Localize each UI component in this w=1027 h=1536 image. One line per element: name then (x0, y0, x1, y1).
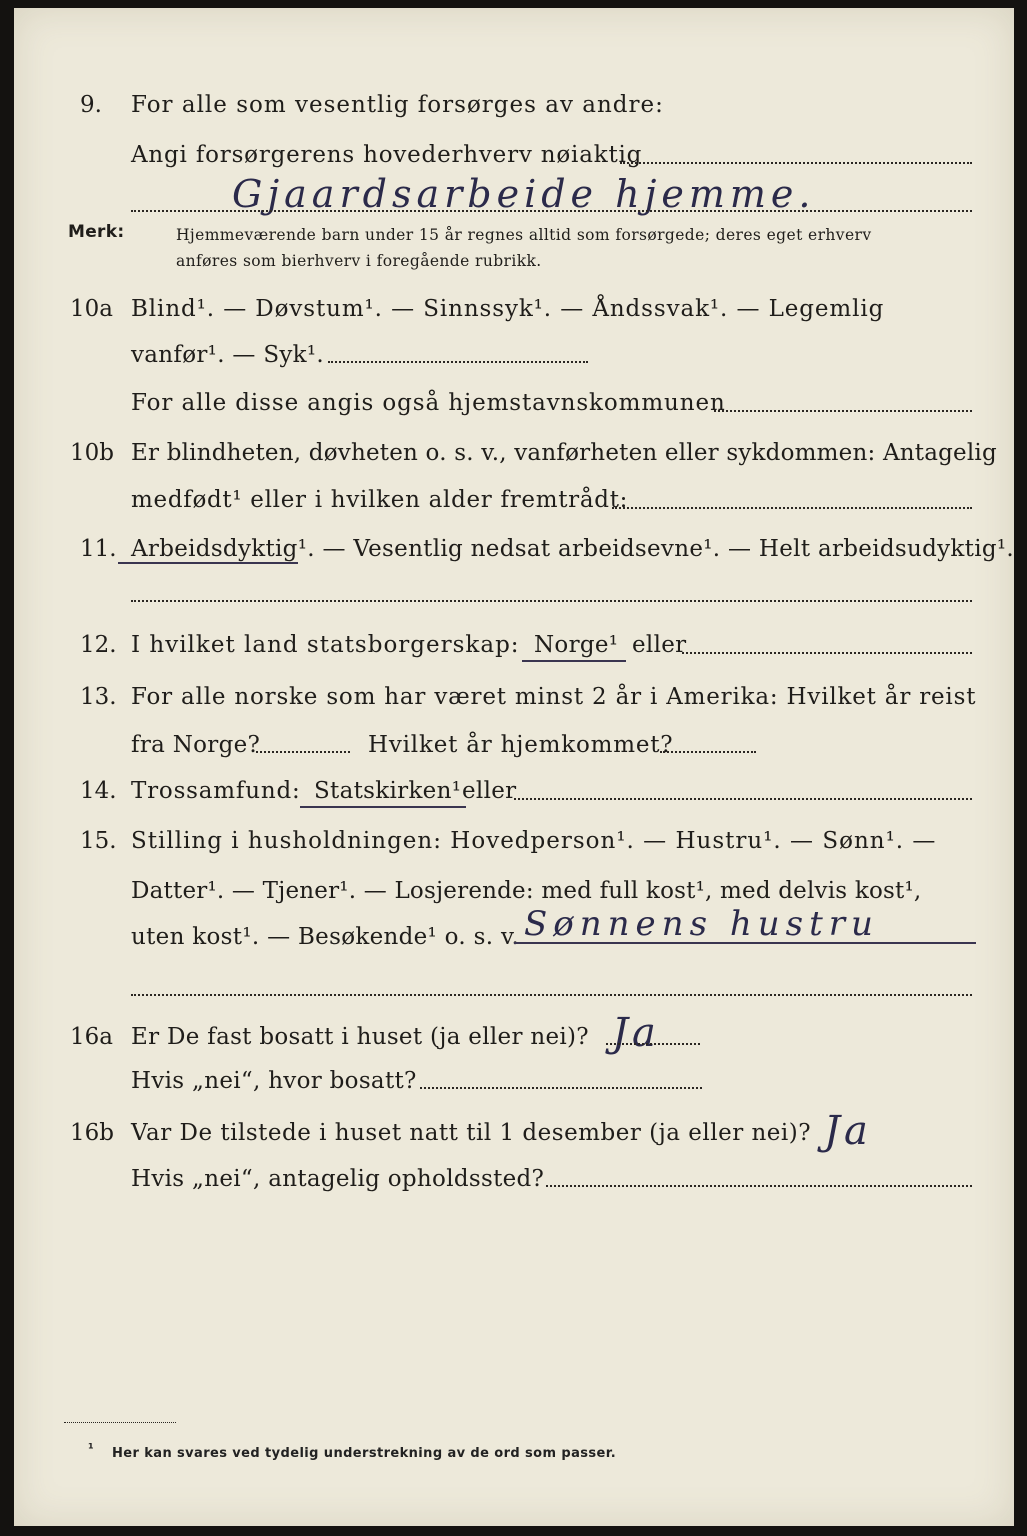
question-14-prefix: Trossamfund: (131, 778, 301, 804)
question-13-number: 13. (80, 684, 117, 710)
question-9-line2: Angi forsørgerens hovederhverv nøiaktig (131, 142, 643, 168)
question-12-option-norge: Norge¹ (534, 632, 619, 658)
statskirken-handwritten-underline (300, 806, 466, 808)
question-16b-handwritten-answer: Ja (824, 1108, 872, 1154)
question-15-answer-underline (514, 942, 976, 944)
question-16b-number: 16b (70, 1120, 114, 1146)
question-11-number: 11. (80, 536, 117, 562)
answer-line-16b (546, 1185, 972, 1187)
question-15-line1: Stilling i husholdningen: Hovedperson¹. — Hustru¹. — Sønn¹. — (131, 828, 937, 854)
question-11-line1: Arbeidsdyktig¹. — Vesentlig nedsat arbeidsevne¹. — Helt arbeidsudyktig¹. (131, 536, 1015, 562)
norge-handwritten-underline (522, 660, 626, 662)
footnote-text: Her kan svares ved tydelig understrekning av de ord som passer. (112, 1446, 617, 1461)
question-9-handwritten-answer: Gjaardsarbeide hjemme. (232, 172, 816, 216)
question-12-prefix: I hvilket land statsborgerskap: (131, 632, 520, 658)
answer-line-12 (682, 652, 972, 654)
answer-line-9b (131, 210, 972, 212)
question-12-number: 12. (80, 632, 117, 658)
answer-line-16a (606, 1043, 700, 1045)
answer-line-11 (131, 600, 972, 602)
question-15-handwritten-answer: Sønnens hustru (524, 904, 879, 944)
merk-line1: Hjemmeværende barn under 15 år regnes alltid som forsørgede; deres eget erhverv (176, 226, 872, 244)
question-15-line3: uten kost¹. — Besøkende¹ o. s. v. (131, 924, 520, 950)
question-10a-line3: For alle disse angis også hjemstavnskommunen (131, 390, 726, 416)
answer-line-10a-syk (328, 361, 588, 363)
question-15-line2: Datter¹. — Tjener¹. — Losjerende: med full kost¹, med delvis kost¹, (131, 878, 922, 904)
answer-line-13-reist (256, 751, 350, 753)
question-16b-line1: Var De tilstede i huset natt til 1 desember (ja eller nei)? (131, 1120, 812, 1146)
answer-line-10b (612, 507, 972, 509)
answer-line-15 (131, 994, 972, 996)
question-16b-line2: Hvis „nei“, antagelig opholdssted? (131, 1166, 545, 1192)
question-16a-line1: Er De fast bosatt i huset (ja eller nei)? (131, 1024, 589, 1050)
question-10b-number: 10b (70, 440, 114, 466)
question-13-line2b: Hvilket år hjemkommet? (368, 732, 674, 758)
question-10a-number: 10a (70, 296, 113, 322)
question-16a-line2: Hvis „nei“, hvor bosatt? (131, 1068, 417, 1094)
question-13-line2a: fra Norge? (131, 732, 261, 758)
answer-line-9a (620, 162, 972, 164)
question-14-option-statskirken: Statskirken¹ (314, 778, 462, 804)
question-14-number: 14. (80, 778, 117, 804)
merk-line2: anføres som bierhverv i foregående rubrikk. (176, 252, 542, 270)
answer-line-16a-bosatt (420, 1087, 702, 1089)
answer-line-14 (514, 798, 972, 800)
question-10a-line1: Blind¹. — Døvstum¹. — Sinnssyk¹. — Åndssvak¹. — Legemlig (131, 296, 885, 322)
question-10b-line2: medfødt¹ eller i hvilken alder fremtrådt: (131, 487, 629, 513)
question-16a-number: 16a (70, 1024, 113, 1050)
question-13-line1: For alle norske som har været minst 2 år i Amerika: Hvilket år reist (131, 684, 977, 710)
question-9-line1: For alle som vesentlig forsørges av andre: (131, 92, 664, 118)
merk-label: Merk: (68, 222, 125, 242)
arbeidsdyktig-handwritten-underline (118, 562, 298, 564)
question-10b-line1: Er blindheten, døvheten o. s. v., vanførheten eller sykdommen: Antagelig (131, 440, 997, 466)
answer-line-10a-kommune (714, 410, 972, 412)
question-14-suffix: eller (462, 778, 517, 804)
question-12-suffix: eller (632, 632, 687, 658)
question-16a-handwritten-answer: Ja (612, 1010, 660, 1056)
footnote-separator (64, 1422, 176, 1423)
question-15-number: 15. (80, 828, 117, 854)
answer-line-13-hjemkommet (660, 751, 756, 753)
question-10a-line2: vanfør¹. — Syk¹. (131, 342, 325, 368)
question-9-number: 9. (80, 92, 102, 118)
footnote-mark: ¹ (88, 1442, 95, 1457)
